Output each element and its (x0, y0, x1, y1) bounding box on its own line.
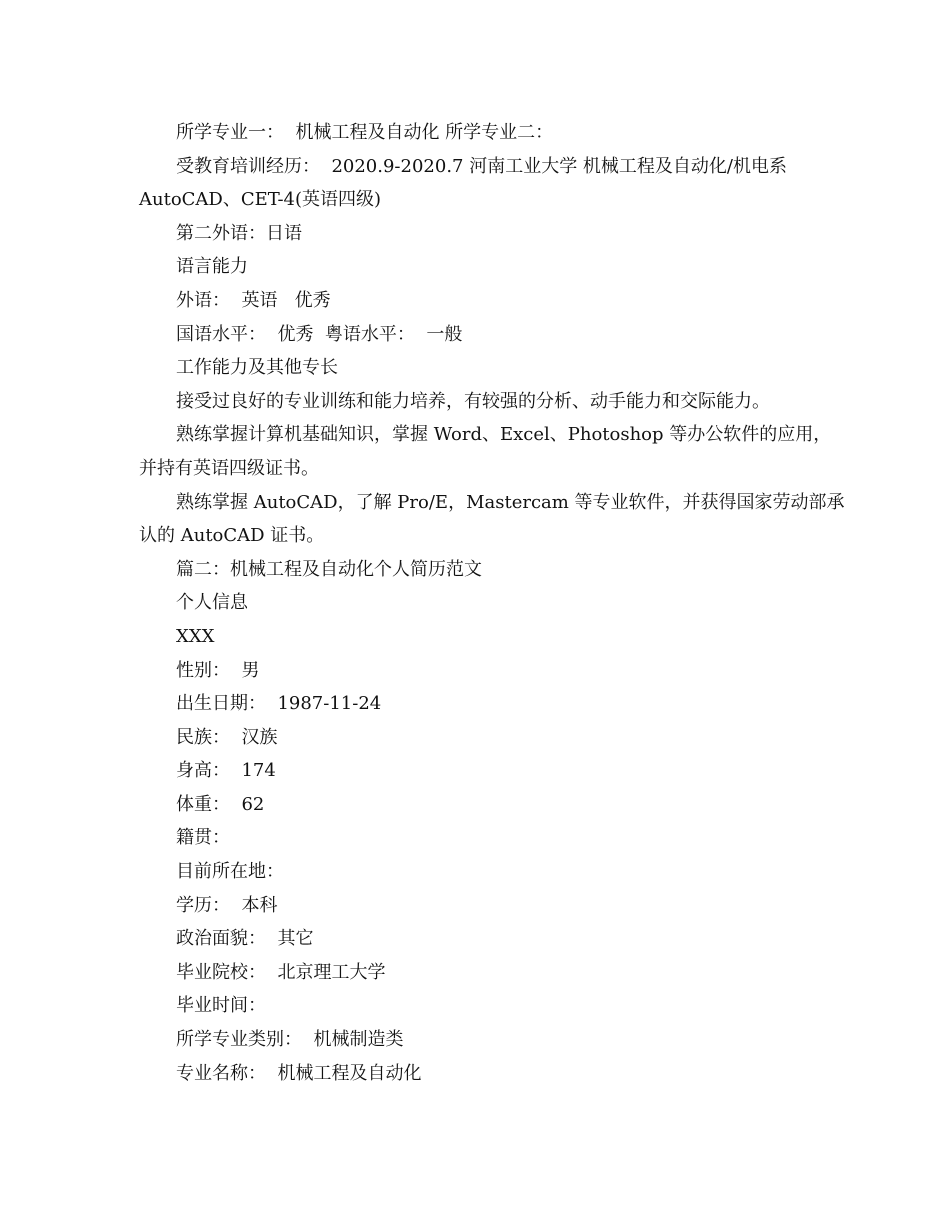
line-text: 毕业院校： 北京理工大学 (176, 961, 386, 983)
text-line (139, 687, 829, 721)
text-line (139, 486, 845, 520)
text-line (139, 889, 829, 923)
text-line (139, 821, 829, 855)
document-body (139, 116, 845, 1090)
line-text: 第二外语：日语 (176, 222, 302, 244)
text-line (139, 519, 829, 553)
line-text: 民族： 汉族 (176, 726, 278, 748)
text-line (139, 385, 829, 419)
text-line (139, 553, 829, 587)
text-line (139, 989, 829, 1023)
text-line (139, 183, 829, 217)
text-line (139, 1023, 829, 1057)
line-text: XXX (176, 625, 215, 647)
line-text: 国语水平： 优秀 粤语水平： 一般 (176, 323, 463, 345)
text-line (139, 1057, 829, 1091)
text-line (139, 956, 829, 990)
line-text: 籍贯： (176, 827, 230, 849)
text-line (139, 284, 829, 318)
line-text: 认的 AutoCAD 证书。 (139, 525, 325, 547)
text-line (139, 217, 829, 251)
line-text: 并持有英语四级证书。 (139, 457, 319, 479)
text-line (139, 351, 829, 385)
text-line (139, 922, 829, 956)
line-text: 出生日期： 1987-11-24 (176, 693, 382, 715)
text-line (139, 586, 829, 620)
line-text: 性别： 男 (176, 659, 260, 681)
text-line (139, 654, 829, 688)
section-heading: 篇二：机械工程及自动化个人简历范文 (176, 558, 482, 580)
text-line (139, 754, 829, 788)
line-text: 身高： 174 (176, 760, 276, 782)
line-text: 受教育培训经历： 2020.9-2020.7 河南工业大学 机械工程及自动化/机电系 (176, 155, 787, 177)
line-text: 接受过良好的专业训练和能力培养，有较强的分析、动手能力和交际能力。 (176, 390, 770, 412)
text-line (139, 150, 829, 184)
text-line (139, 116, 829, 150)
section-heading: 个人信息 (176, 592, 248, 614)
line-text: 所学专业类别： 机械制造类 (176, 1029, 404, 1051)
text-line (139, 855, 829, 889)
text-line (139, 418, 832, 452)
text-line (139, 250, 829, 284)
line-text: 专业名称： 机械工程及自动化 (176, 1062, 422, 1084)
text-line (139, 721, 829, 755)
line-text: 毕业时间： (176, 995, 266, 1017)
line-text: AutoCAD、CET-4(英语四级) (139, 189, 382, 211)
line-text: 熟练掌握计算机基础知识，掌握 Word、Excel、Photoshop 等办公软件的应用， (176, 424, 832, 446)
line-text: 所学专业一： 机械工程及自动化 所学专业二： (176, 122, 554, 143)
section-heading: 语言能力 (176, 256, 248, 278)
section-heading: 工作能力及其他专长 (176, 357, 338, 379)
line-text: 熟练掌握 AutoCAD，了解 Pro/E，Mastercam 等专业软件，并获得国家劳动部承 (176, 491, 845, 513)
line-text: 体重： 62 (176, 793, 265, 815)
line-text: 外语： 英语 优秀 (176, 289, 331, 311)
text-line (139, 788, 829, 822)
text-line (139, 452, 829, 486)
line-text: 学历： 本科 (176, 894, 278, 916)
line-text: 目前所在地： (176, 861, 284, 883)
text-line (139, 620, 829, 654)
line-text: 政治面貌： 其它 (176, 928, 314, 950)
text-line (139, 318, 829, 352)
